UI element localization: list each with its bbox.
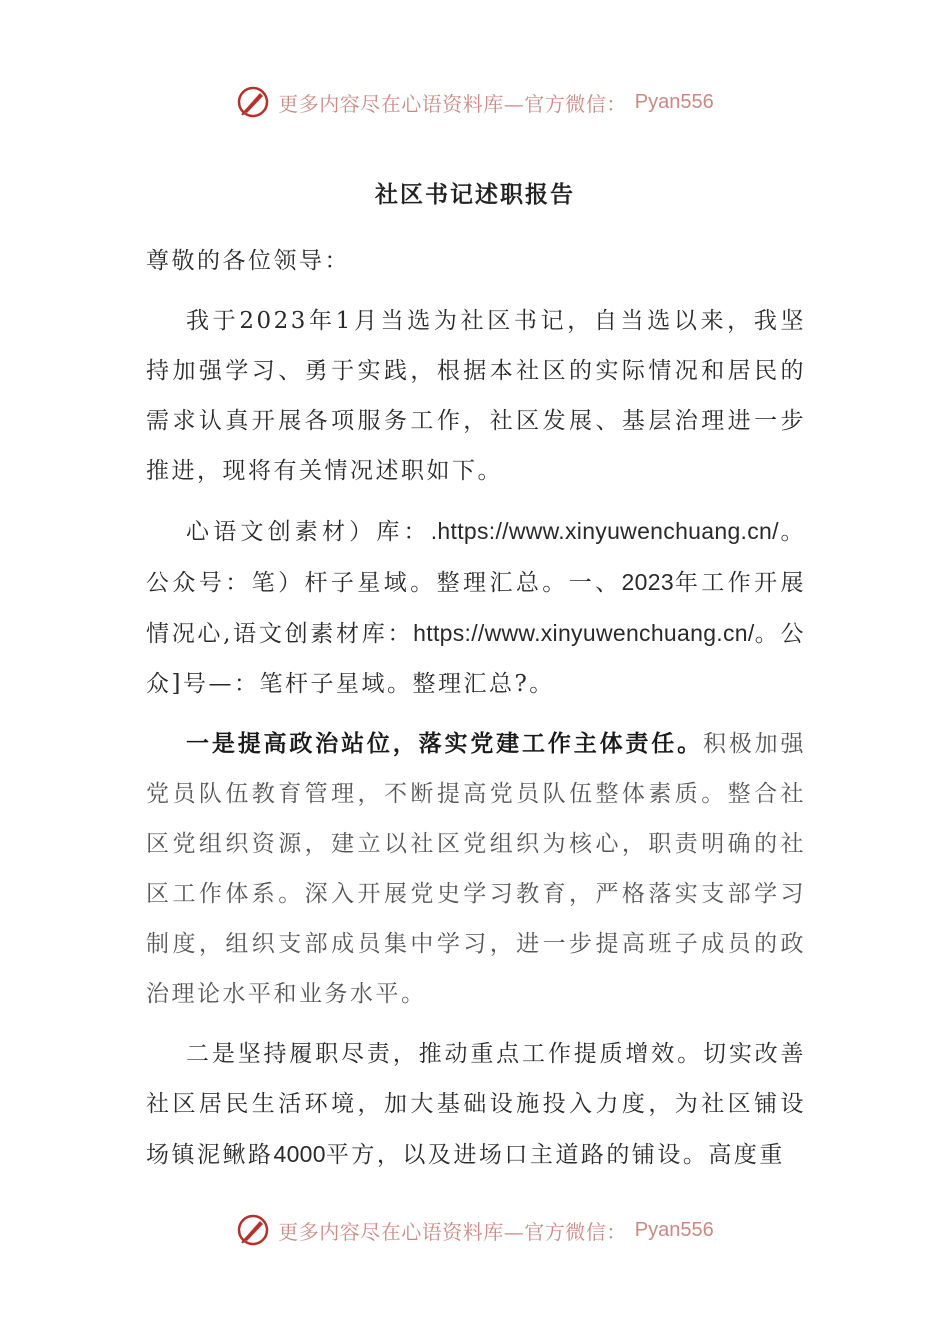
- intro-paragraph: [146, 296, 806, 496]
- section-1-heading: 一是提高政治站位，落实党建工作主体责任。: [186, 730, 703, 757]
- section-2-body-a: 切实改善社区居民生活环境，加大基础设施投入力度，为社区铺设场镇泥鳅路: [146, 1041, 807, 1168]
- source-url-link-2[interactable]: https://www.xinyuwenchuang.cn/: [413, 620, 755, 646]
- watermark-wechat-id: Pyan556: [634, 1218, 714, 1241]
- watermark-wechat-id: Pyan556: [634, 90, 714, 113]
- section-2-paragraph: [146, 1029, 806, 1180]
- watermark-text: 更多内容尽在心语资料库—官方微信：: [278, 1219, 627, 1244]
- section-1-paragraph: [146, 719, 806, 1019]
- intro-text: 我于2023年1月当选为社区书记，自当选以来，我坚持加强学习、勇于实践，根据本社区的实际情况和居民的需求认真开展各项服务工作，社区发展、基层治理进一步推进，现将有关情况述职如下。: [146, 308, 806, 484]
- document-title: 社区书记述职报告: [375, 181, 575, 208]
- noise-part3: 年工作开展情况心,语文创素材库：: [146, 570, 807, 647]
- document-body: [146, 236, 806, 1190]
- watermark-text: 更多内容尽在心语资料库—官方微信：: [278, 91, 627, 116]
- section-2-heading: 二是坚持履职尽责，推动重点工作提质增效。: [186, 1041, 703, 1067]
- quill-logo-icon: [236, 85, 270, 119]
- noise-part4: 。公众]号—：笔杆子星域。整理汇总?。: [146, 621, 807, 697]
- noise-part1: 心语文创素材）库：: [186, 519, 431, 545]
- watermark-header: [0, 82, 950, 122]
- source-url-link-1[interactable]: .https://www.xinyuwenchuang.cn/: [430, 518, 779, 544]
- noise-part2: 。公众号：笔）杆子星域。整理汇总。一、: [146, 519, 807, 596]
- section-2-body-b: 平方，以及进场口主道路的铺设。高度重: [325, 1142, 785, 1168]
- watermark-footer: [0, 1210, 950, 1250]
- section-2-number: 4000: [273, 1141, 326, 1167]
- salutation: 尊敬的各位领导：: [146, 248, 350, 274]
- quill-logo-icon: [236, 1213, 270, 1247]
- noise-paragraph: [146, 506, 806, 709]
- section-1-body: 积极加强党员队伍教育管理，不断提高党员队伍整体素质。整合社区党组织资源，建立以社区党组织为核心，职责明确的社区工作体系。深入开展党史学习教育，严格落实支部学习制度，组织支部成员集中学习，进一步提高班子成员的政治理论水平和业务水平。: [146, 731, 807, 1007]
- noise-year: 2023: [621, 569, 674, 595]
